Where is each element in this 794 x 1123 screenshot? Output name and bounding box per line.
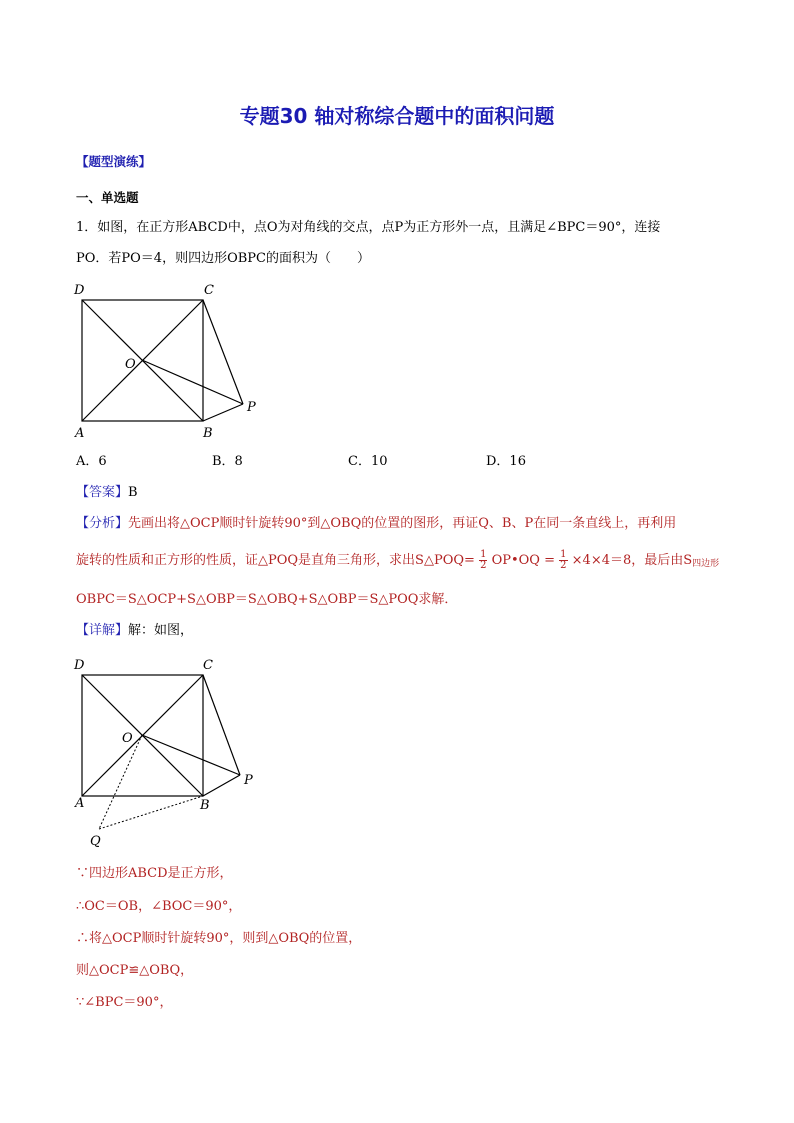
label-b-2: B	[200, 798, 210, 813]
detail-text: 解：如图，	[128, 623, 194, 638]
page-title: 专题30 轴对称综合题中的面积问题	[239, 104, 555, 128]
detail-line	[76, 621, 193, 641]
fraction-half-2: $\frac{1}{2}$	[560, 549, 567, 571]
label-d-2: D	[74, 658, 85, 673]
step-5: ∵∠BPC＝90°，	[76, 995, 173, 1010]
analysis-text-1: 先画出将△OCP顺时针旋转90°到△OBQ的位置的图形，再证Q、B、P在同一条直线上，再利用	[128, 516, 677, 531]
figure-2	[70, 653, 270, 853]
question-text-1: 如图，在正方形ABCD中，点O为对角线的交点，点P为正方形外一点，且满足∠BPC＝90°，连接	[97, 220, 661, 235]
step-3: ∴将△OCP顺时针旋转90°，则到△OBQ的位置，	[76, 931, 362, 946]
fraction-half-1: $\frac{1}{2}$	[480, 549, 487, 571]
segment-bp-2	[203, 775, 240, 796]
analysis-line-1	[76, 514, 676, 534]
label-q-2: Q	[90, 834, 101, 849]
step-4: 则△OCP≌△OBQ，	[76, 963, 194, 978]
segment-op-2	[142, 735, 240, 775]
label-p: P	[247, 400, 256, 415]
label-a: A	[75, 426, 85, 441]
option-a[interactable]: A．6	[76, 454, 107, 469]
analysis-subscript: 四边形	[692, 559, 720, 569]
label-d: D	[74, 283, 85, 298]
label-c: C	[204, 283, 214, 298]
segment-oq-dashed	[99, 735, 142, 829]
question-text-2: PO．若PO＝4，则四边形OBPC的面积为（ ）	[76, 251, 370, 266]
figure-1	[70, 280, 270, 442]
option-c[interactable]: C．10	[348, 454, 388, 469]
segment-bp	[203, 404, 243, 421]
answer-tag: 【答案】	[76, 485, 129, 500]
question-line-1	[76, 218, 660, 238]
answer-line	[76, 483, 138, 503]
section-tag: 【题型演练】	[76, 154, 152, 169]
label-c-2: C	[203, 658, 213, 673]
analysis-text-3: OBPC＝S△OCP+S△OBP＝S△OBQ+S△OBP＝S△POQ求解．	[76, 592, 458, 607]
question-number: 1．	[76, 220, 98, 235]
label-b: B	[203, 426, 213, 441]
segment-qb-dashed	[99, 796, 203, 829]
label-p-2: P	[244, 773, 253, 788]
label-o-2: O	[122, 731, 133, 746]
option-b[interactable]: B．8	[212, 454, 243, 469]
detail-tag: 【详解】	[76, 623, 129, 638]
step-1: ∵四边形ABCD是正方形，	[76, 866, 233, 881]
segment-cp-2	[203, 675, 240, 775]
analysis-line-2	[76, 550, 719, 574]
analysis-text-2c: ×4×4＝8，最后由S	[571, 553, 693, 568]
analysis-text-2a: 旋转的性质和正方形的性质，证△POQ是直角三角形，求出S△POQ=	[76, 553, 475, 568]
analysis-tag: 【分析】	[76, 516, 129, 531]
step-2: ∴OC＝OB，∠BOC＝90°，	[76, 899, 242, 914]
label-o: O	[125, 357, 136, 372]
segment-op	[142, 360, 243, 404]
label-a-2: A	[75, 796, 85, 811]
segment-cp	[203, 300, 243, 404]
option-d[interactable]: D．16	[486, 454, 526, 469]
section-heading: 一、单选题	[76, 190, 139, 205]
answer-value: B	[128, 485, 138, 500]
analysis-text-2b: OP•OQ =	[491, 553, 555, 568]
